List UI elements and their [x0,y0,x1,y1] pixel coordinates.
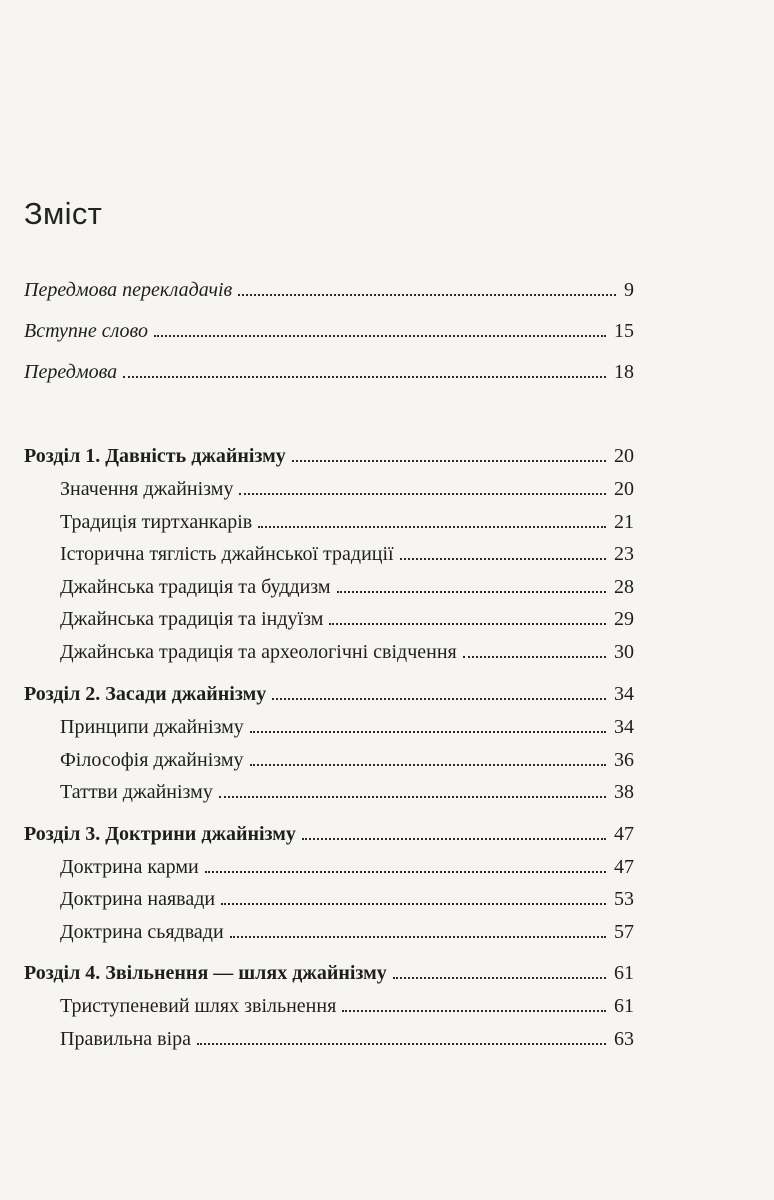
dot-leader [230,935,606,938]
section-page-number: 57 [614,921,634,943]
dot-leader [123,375,606,378]
chapter-label: Розділ 2. Засади джайнізму [24,683,267,705]
dot-leader [239,492,606,495]
toc-title: Зміст [24,196,103,231]
dot-leader [250,763,606,766]
section-label: Доктрина карми [60,856,199,878]
chapter-page-number: 34 [614,683,634,705]
toc-entry-preface [24,359,634,385]
toc-chapter-1 [24,443,634,469]
dot-leader [400,557,606,560]
section-page-number: 53 [614,888,634,910]
section-page-number: 36 [614,749,634,771]
toc-chapter-2 [24,681,634,707]
section-label: Таттви джайнізму [60,781,213,803]
dot-leader [250,730,606,733]
section-page-number: 20 [614,478,634,500]
dot-leader [292,459,606,462]
toc-section [60,779,634,805]
toc-entry-translators-preface [24,277,634,303]
chapter-page-number: 47 [614,823,634,845]
chapter-label: Розділ 4. Звільнення — шлях джайнізму [24,962,387,984]
section-label: Доктрина наявади [60,888,216,910]
section-page-number: 61 [614,995,634,1017]
section-label: Триступеневий шлях звільнення [60,995,337,1017]
toc-section [60,747,634,773]
section-label: Правильна віра [60,1028,192,1050]
toc-section [60,714,634,740]
chapter-page-number: 61 [614,962,634,984]
section-page-number: 38 [614,781,634,803]
entry-page-number: 18 [614,361,634,383]
dot-leader [154,334,606,337]
entry-label: Передмова перекладачів [24,279,233,301]
toc-section [60,574,634,600]
dot-leader [337,590,606,593]
dot-leader [221,902,606,905]
toc-section [60,509,634,535]
section-label: Філософія джайнізму [60,749,244,771]
toc-section [60,476,634,502]
section-label: Принципи джайнізму [60,716,244,738]
section-label: Джайнська традиція та індуїзм [60,608,324,630]
dot-leader [219,795,606,798]
chapter-label: Розділ 3. Доктрини джайнізму [24,823,296,845]
section-label: Джайнська традиція та археологічні свідчення [60,641,457,663]
section-label: Історична тяглість джайнської традиції [60,543,394,565]
chapter-label: Розділ 1. Давність джайнізму [24,445,286,467]
toc-entry-introduction [24,318,634,344]
section-page-number: 23 [614,543,634,565]
toc-section [60,606,634,632]
dot-leader [205,870,606,873]
toc-section [60,639,634,665]
section-label: Доктрина сьядвади [60,921,224,943]
dot-leader [393,976,606,979]
toc-section [60,541,634,567]
toc-chapter-4 [24,960,634,986]
section-page-number: 30 [614,641,634,663]
chapter-page-number: 20 [614,445,634,467]
toc-section [60,886,634,912]
dot-leader [463,655,606,658]
section-page-number: 29 [614,608,634,630]
section-label: Традиція тиртханкарів [60,511,253,533]
section-label: Джайнська традиція та буддизм [60,576,331,598]
dot-leader [238,293,616,296]
toc-chapter-3 [24,821,634,847]
toc-section [60,993,634,1019]
dot-leader [272,697,606,700]
section-page-number: 21 [614,511,634,533]
section-page-number: 34 [614,716,634,738]
toc-section [60,854,634,880]
entry-label: Вступне слово [24,320,148,342]
dot-leader [258,525,606,528]
dot-leader [197,1042,606,1045]
toc-section [60,919,634,945]
section-label: Значення джайнізму [60,478,234,500]
dot-leader [302,837,606,840]
entry-page-number: 9 [624,279,634,301]
section-page-number: 47 [614,856,634,878]
section-page-number: 28 [614,576,634,598]
entry-page-number: 15 [614,320,634,342]
toc-section [60,1026,634,1052]
dot-leader [329,622,606,625]
entry-label: Передмова [24,361,118,383]
section-page-number: 63 [614,1028,634,1050]
dot-leader [342,1009,606,1012]
